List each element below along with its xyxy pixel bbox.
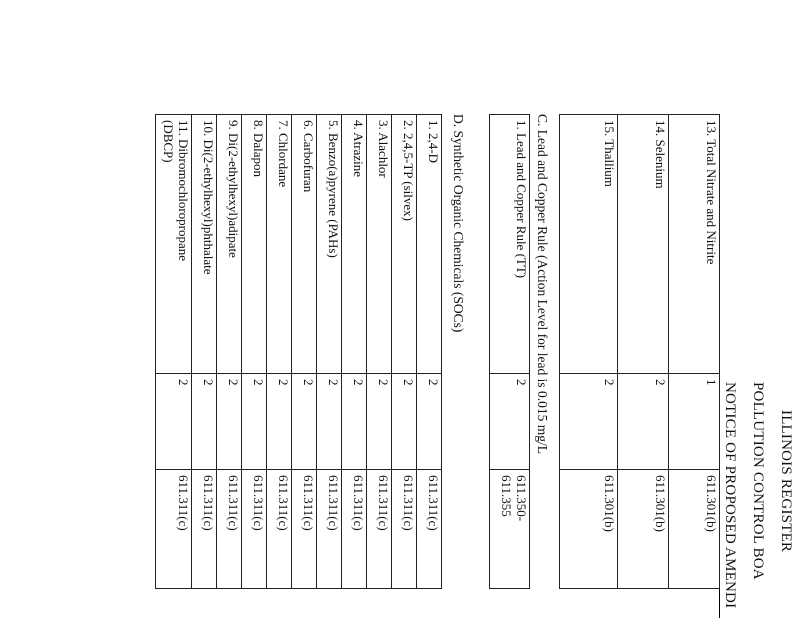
row-value: 2 <box>217 374 242 470</box>
row-value: 1 <box>669 374 720 470</box>
row-name: 2. 2,4,5-TP (silvex) <box>392 115 417 374</box>
row-value: 2 <box>192 374 217 470</box>
row-name <box>156 115 192 374</box>
row-value: 2 <box>342 374 367 470</box>
row-reference: 611.311(c) <box>267 470 292 589</box>
table-row <box>392 115 417 589</box>
row-reference-line2: 611.355 <box>499 475 514 517</box>
row-name: 7. Chlordane <box>267 115 292 374</box>
row-reference: 611.301(b) <box>618 470 669 589</box>
row-reference: 611.301(b) <box>669 470 720 589</box>
row-reference: 611.311(c) <box>417 470 442 589</box>
row-name: 8. Dalapon <box>242 115 267 374</box>
table-inorganics <box>559 114 720 589</box>
row-reference: 611.311(c) <box>242 470 267 589</box>
row-value: 2 <box>317 374 342 470</box>
table-row <box>192 115 217 589</box>
row-value: 2 <box>560 374 618 470</box>
row-name: 13. Total Nitrate and Nitrite <box>669 115 720 374</box>
row-name: 1. 2,4-D <box>417 115 442 374</box>
row-reference: 611.311(c) <box>192 470 217 589</box>
table-row <box>156 115 192 589</box>
section-d-heading: D. Synthetic Organic Chemicals (SOCs) <box>451 114 466 333</box>
row-name: 4. Atrazine <box>342 115 367 374</box>
table-lead-copper <box>489 114 530 589</box>
row-name: 6. Carbofuran <box>292 115 317 374</box>
table-row <box>618 115 669 589</box>
row-value: 2 <box>392 374 417 470</box>
row-value: 2 <box>367 374 392 470</box>
row-name: 3. Alachlor <box>367 115 392 374</box>
row-reference: 611.311(c) <box>392 470 417 589</box>
row-value: 2 <box>490 374 530 470</box>
header-register-title: ILLINOIS REGISTER <box>778 410 794 553</box>
table-socs <box>155 114 442 589</box>
row-value: 2 <box>618 374 669 470</box>
row-reference: 611.311(c) <box>217 470 242 589</box>
table-row <box>490 115 530 589</box>
row-name-line1: 11. Dibromochloropropane <box>176 120 191 262</box>
row-name-line2: (DBCP) <box>161 120 176 163</box>
row-value: 2 <box>156 374 192 470</box>
row-reference: 611.311(c) <box>367 470 392 589</box>
header-notice-title: NOTICE OF PROPOSED AMENDI <box>722 382 738 609</box>
table-row <box>367 115 392 589</box>
row-name: 15. Thallium <box>560 115 618 374</box>
row-value: 2 <box>242 374 267 470</box>
row-value: 2 <box>417 374 442 470</box>
table-row <box>669 115 720 589</box>
row-reference-line1: 611.350- <box>514 475 529 522</box>
table-row <box>342 115 367 589</box>
header-board-title: POLLUTION CONTROL BOA <box>750 382 766 580</box>
row-name: 9. Di(2-ethylhexyl)adipate <box>217 115 242 374</box>
row-reference: 611.311(c) <box>317 470 342 589</box>
row-name: 14. Selenium <box>618 115 669 374</box>
row-name: 5. Benzo(a)pyrene (PAHs) <box>317 115 342 374</box>
row-reference: 611.301(b) <box>560 470 618 589</box>
table-row <box>417 115 442 589</box>
table-row <box>242 115 267 589</box>
row-value: 2 <box>267 374 292 470</box>
table-row <box>560 115 618 589</box>
table-row <box>317 115 342 589</box>
row-value: 2 <box>292 374 317 470</box>
row-name: 1. Lead and Copper Rule (TT) <box>490 115 530 374</box>
row-reference: 611.311(c) <box>292 470 317 589</box>
section-c-heading: C. Lead and Copper Rule (Action Level for lead is 0.015 mg/L <box>535 114 550 455</box>
row-reference: 611.311(c) <box>156 470 192 589</box>
table-row <box>292 115 317 589</box>
table-row <box>267 115 292 589</box>
row-reference: 611.311(c) <box>342 470 367 589</box>
table-row <box>217 115 242 589</box>
row-reference <box>490 470 530 589</box>
row-name: 10. Di(2-ethylhexyl)phthalate <box>192 115 217 374</box>
